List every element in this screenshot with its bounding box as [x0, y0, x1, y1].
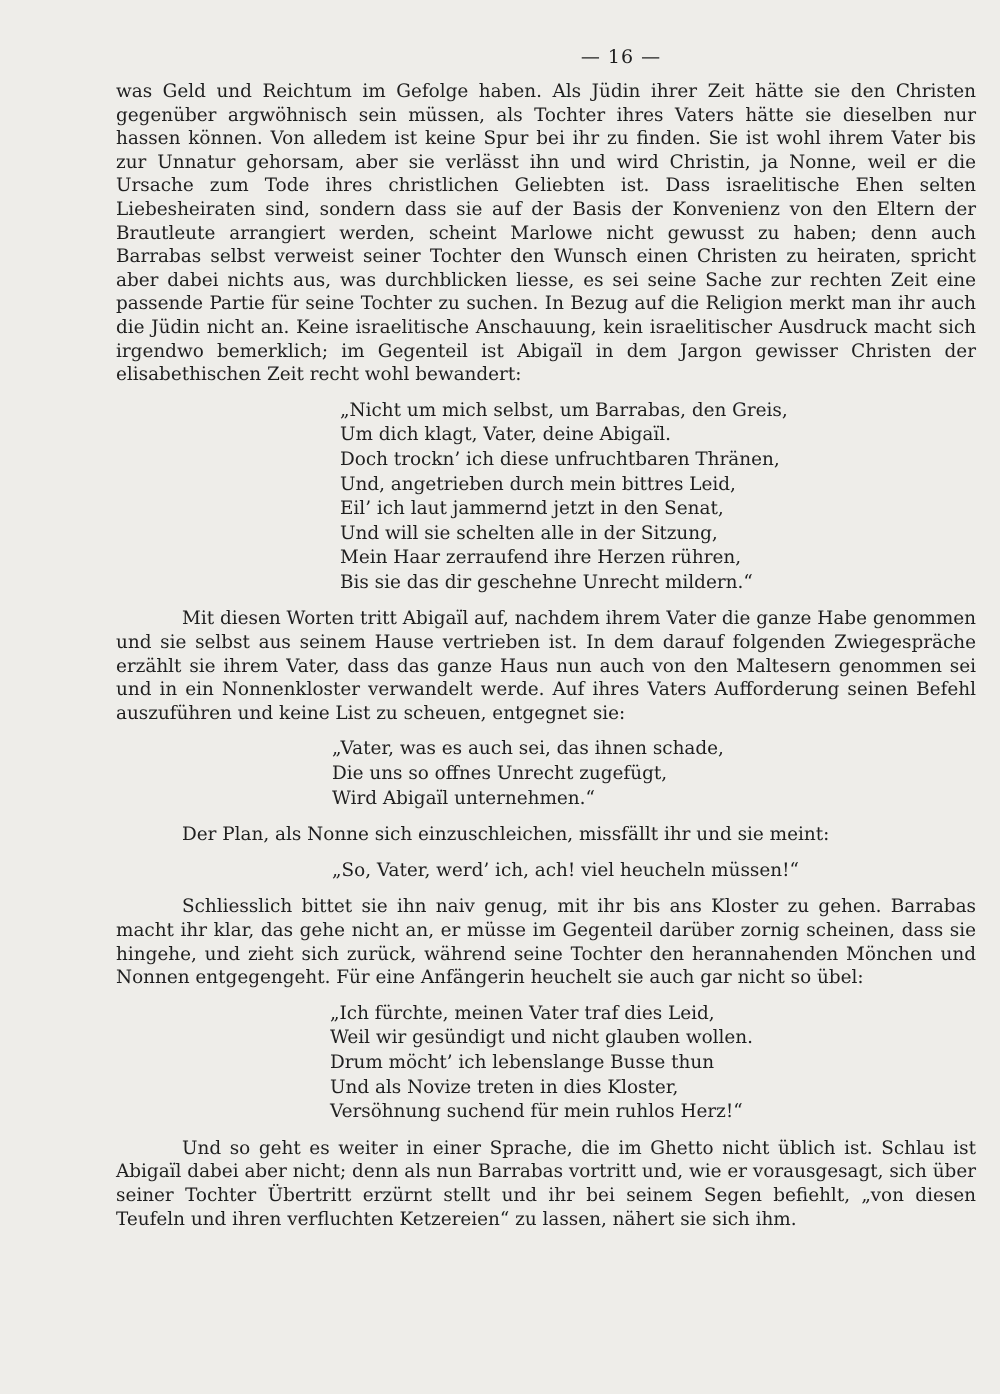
verse-line: Um dich klagt, Vater, deine Abigaïl. — [340, 424, 671, 446]
verse-line: Wird Abigaïl unternehmen.“ — [332, 787, 595, 809]
paragraph-5: Und so geht es weiter in einer Sprache, die im Ghetto nicht üblich ist. Schlau ist Abigaïl dabei aber nicht; denn als nun Barrabas vortritt und, wie er vorausgesagt, sich über seiner Tochter Übertritt erzürnt stellt und ihr bei seinem Segen befiehlt, „von diesen Teufeln und ihren verfluchten Ketzereien“ zu lassen, nähert sie sich ihm. — [116, 1137, 976, 1230]
paragraph-1: was Geld und Reichtum im Gefolge haben. Als Jüdin ihrer Zeit hätte sie den Christen gegenüber argwöhnisch sein müssen, als Tochter ihres Vaters hätte sie dieselben nur hassen können. Von alledem ist keine Spur bei ihr zu finden. Sie ist wohl ihrem Vater bis zur Unnatur gehorsam, aber sie verlässt ihn und wird Christin, ja Nonne, weil er die Ursache zum Tode ihres christlichen Geliebten ist. Dass israelitische Ehen selten Liebesheiraten sind, sondern dass sie auf der Basis der Konvenienz von den Eltern der Brautleute arrangiert werden, scheint Marlowe nicht gewusst zu haben; denn auch Barrabas selbst verweist seiner Tochter den Wunsch einen Christen zu heiraten, spricht aber dabei nichts aus, was durchblicken liesse, es sei seine Sache zur rechten Zeit eine passende Partie für seine Tochter zu suchen. In Bezug auf die Religion merkt man ihr auch die Jüdin nicht an. Keine israelitische Anschauung, kein israelitischer Ausdruck macht sich irgendwo bemerklich; im Gegenteil ist Abigaïl in dem Jargon gewisser Christen der elisabethischen Zeit recht wohl bewandert: — [116, 81, 976, 386]
paragraph-2: Mit diesen Worten tritt Abigaïl auf, nachdem ihrem Vater die ganze Habe genommen und sie selbst aus seinem Hause vertrieben ist. In dem darauf folgenden Zwiegespräche erzählt sie ihrem Vater, dass das ganze Haus nun auch von den Maltesern genommen sei und in ein Nonnenkloster verwandelt werde. Auf ihres Vaters Aufforderung seinen Befehl auszuführen und keine List zu scheuen, entgegnet sie: — [116, 608, 976, 724]
verse-quote-1 — [116, 399, 976, 596]
verse-line: „Nicht um mich selbst, um Barrabas, den Greis, — [340, 399, 788, 421]
paragraph-4: Schliesslich bittet sie ihn naiv genug, mit ihr bis ans Kloster zu gehen. Barrabas macht ihr klar, das gehe nicht an, er müsse im Gegenteil darüber zornig scheinen, dass sie hingehe, und zieht sich zurück, während seine Tochter den herannahenden Mönchen und Nonnen entgegengeht. Für eine Anfängerin heuchelt sie auch gar nicht so übel: — [116, 896, 976, 989]
paragraph-3: Der Plan, als Nonne sich einzuschleichen, missfällt ihr und sie meint: — [182, 824, 830, 846]
verse-line: „Ich fürchte, meinen Vater traf dies Leid, — [330, 1002, 715, 1024]
verse-quote-4 — [116, 1002, 976, 1125]
verse-line: Mein Haar zerraufend ihre Herzen rühren, — [340, 547, 742, 569]
verse-line: Versöhnung suchend für mein ruhlos Herz!“ — [330, 1101, 743, 1123]
verse-line: Doch trockn’ ich diese unfruchtbaren Thränen, — [340, 448, 780, 470]
verse-line: Weil wir gesündigt und nicht glauben wollen. — [330, 1027, 753, 1049]
verse-line: Eil’ ich laut jammernd jetzt in den Senat, — [340, 498, 724, 520]
verse-line: „So, Vater, werd’ ich, ach! viel heucheln müssen!“ — [332, 859, 799, 881]
verse-line: Und als Novize treten in dies Kloster, — [330, 1076, 679, 1098]
verse-line: Drum möcht’ ich lebenslange Busse thun — [330, 1051, 715, 1073]
verse-line: Bis sie das dir geschehne Unrecht mildern.“ — [340, 571, 753, 593]
verse-quote-2 — [116, 737, 976, 811]
verse-line: Die uns so offnes Unrecht zugefügt, — [332, 763, 668, 785]
verse-quote-3 — [116, 859, 976, 884]
verse-line: Und will sie schelten alle in der Sitzung, — [340, 522, 718, 544]
page-number: — 16 — — [580, 46, 662, 68]
verse-line: Und, angetrieben durch mein bittres Leid, — [340, 473, 736, 495]
verse-line: „Vater, was es auch sei, das ihnen schade, — [332, 738, 724, 760]
